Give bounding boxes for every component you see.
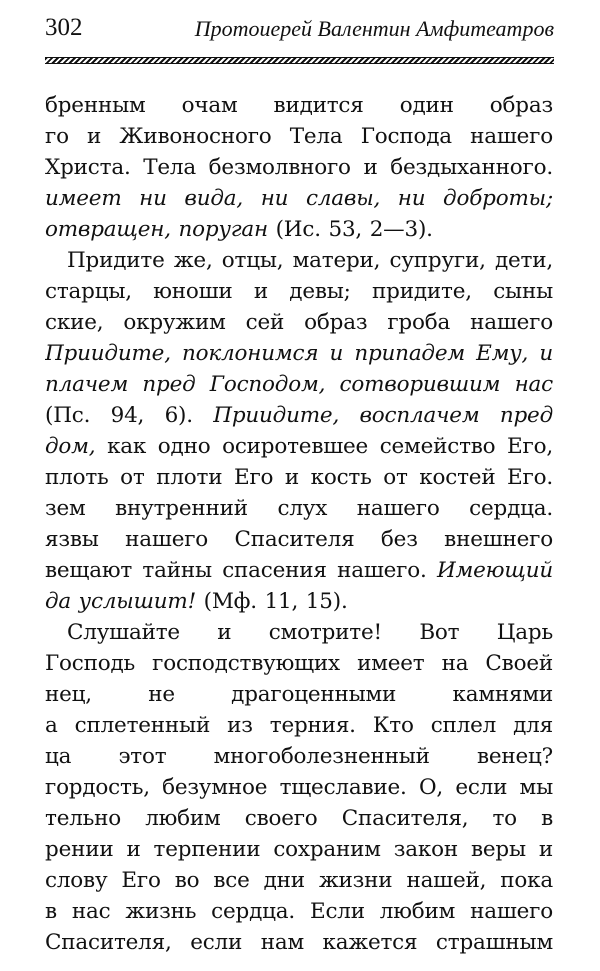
text-segment: тельно любим своего Спасителя, то в <box>45 806 553 831</box>
text-line <box>45 865 553 896</box>
text-line <box>45 741 553 772</box>
text-line <box>45 679 553 710</box>
text-line <box>45 369 553 400</box>
text-segment: зем внутренний слух нашего сердца. <box>45 496 553 521</box>
text-segment: нец, не драгоценными камнями <box>45 682 553 707</box>
text-line <box>45 152 553 183</box>
text-line <box>45 431 553 462</box>
text-segment: а сплетенный из терния. Кто сплел для <box>45 713 553 738</box>
italic-quote: да услышит! <box>45 589 197 614</box>
text-line <box>45 772 553 803</box>
italic-quote: Приидите, поклонимся и припадем Ему, и <box>45 341 553 366</box>
text-line <box>45 896 553 927</box>
italic-quote: имеет ни вида, ни славы, ни доброты; <box>45 186 553 211</box>
text-segment: ца этот многоболезненный венец? <box>45 744 553 769</box>
text-line <box>45 338 553 369</box>
running-title: Протоиерей Валентин Амфитеатров <box>194 16 554 41</box>
text-line <box>45 183 553 214</box>
italic-quote: плачем пред Господом, сотворившим нас <box>45 372 553 397</box>
body-text <box>45 90 553 958</box>
text-line <box>45 710 553 741</box>
text-segment: гордость, безумное тщеславие. О, если мы <box>45 775 553 800</box>
text-segment: (Пс. 94, 6). <box>45 403 214 428</box>
text-line <box>45 307 553 338</box>
text-segment: Спасителя, если нам кажется страшным <box>45 930 553 955</box>
page-number: 302 <box>45 14 83 41</box>
text-segment: в нас жизнь сердца. Если любим нашего <box>45 899 553 924</box>
text-segment: вещают тайны спасения нашего. <box>45 558 437 583</box>
text-line <box>45 834 553 865</box>
text-segment: ские, окружим сей образ гроба нашего <box>45 310 553 335</box>
text-line <box>45 524 553 555</box>
text-segment: го и Живоносного Тела Господа нашего <box>45 124 553 149</box>
text-segment: (Ис. 53, 2—3). <box>267 217 433 242</box>
text-segment: (Мф. 11, 15). <box>196 589 348 614</box>
text-line <box>45 121 553 152</box>
text-line <box>45 493 553 524</box>
text-line <box>45 245 553 276</box>
text-segment: бренным очам видится один образ <box>45 93 553 118</box>
text-segment: плоть от плоти Его и кость от костей Его. <box>45 465 553 490</box>
text-segment: Христа. Тела безмолвного и бездыханного. <box>45 155 553 180</box>
text-line <box>45 276 553 307</box>
text-line <box>45 803 553 834</box>
italic-quote: Приидите, восплачем пред <box>213 403 553 428</box>
text-segment: слову Его во все дни жизни нашей, пока <box>45 868 553 893</box>
text-line <box>45 927 553 958</box>
text-line <box>45 90 553 121</box>
italic-quote: дом, <box>45 434 96 459</box>
text-line <box>45 462 553 493</box>
text-line <box>45 214 553 245</box>
text-segment: Придите же, отцы, матери, супруги, дети, <box>67 248 553 273</box>
text-line <box>45 617 553 648</box>
page-header <box>45 14 554 50</box>
header-ornamental-rule <box>45 57 554 64</box>
text-segment: как одно осиротевшее семейство Его, <box>107 434 553 459</box>
text-segment: Господь господствующих имеет на Своей <box>45 651 553 676</box>
text-segment: старцы, юноши и девы; придите, сыны <box>45 279 553 304</box>
text-line <box>45 586 553 617</box>
text-line <box>45 555 553 586</box>
text-segment: рении и терпении сохраним закон веры и <box>45 837 553 862</box>
text-segment: язвы нашего Спасителя без внешнего <box>45 527 553 552</box>
text-segment: Слушайте и смотрите! Вот Царь <box>67 620 553 645</box>
text-line <box>45 400 553 431</box>
italic-quote: Имеющий <box>436 558 553 583</box>
text-line <box>45 648 553 679</box>
italic-quote: отвращен, поруган <box>45 217 268 242</box>
